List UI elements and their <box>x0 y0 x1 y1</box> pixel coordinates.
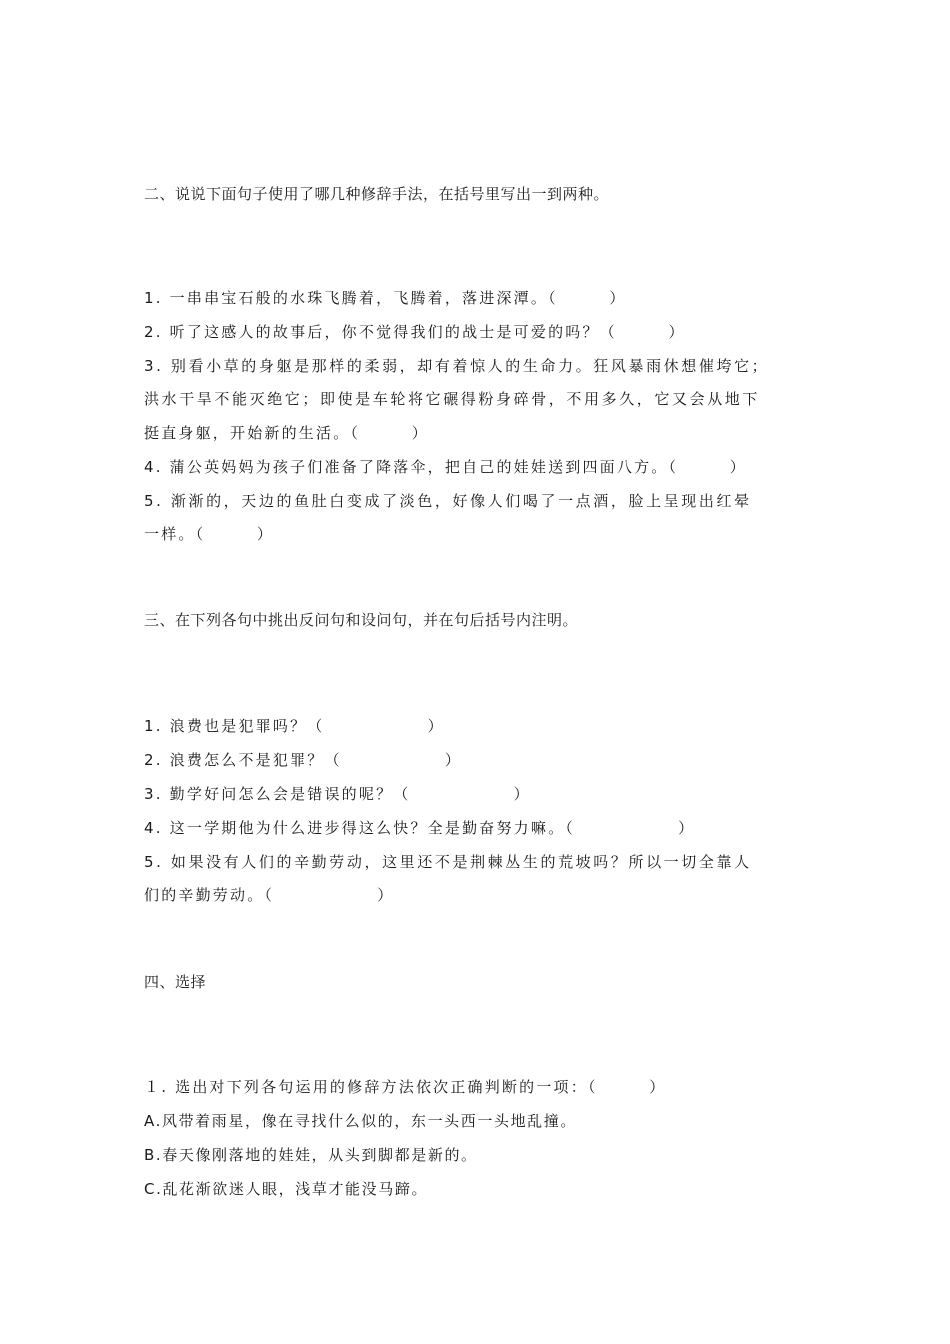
section-3-line-1: 1. 浪费也是犯罪吗？（ ） <box>144 717 445 735</box>
section-3-line-3: 3. 勤学好问怎么会是错误的呢？（ ） <box>144 785 531 803</box>
section-2-line-2: 2. 听了这感人的故事后，你不觉得我们的战士是可爱的吗？（ ） <box>144 323 686 341</box>
section-2-line-4: 洪水干旱不能灭绝它；即使是车轮将它碾得粉身碎骨，不用多久，它又会从地下 <box>144 390 761 408</box>
section-2-line-6: 4. 蒲公英妈妈为孩子们准备了降落伞，把自己的娃娃送到四面八方。（ ） <box>144 458 747 476</box>
section-4-question-1: １. 选出对下列各句运用的修辞方法依次正确判断的一项：（ ） <box>144 1078 667 1096</box>
section-3-line-5: 5. 如果没有人们的辛勤劳动，这里还不是荆棘丛生的荒坡吗？所以一切全靠人 <box>144 853 752 871</box>
section-2-line-5: 挺直身躯，开始新的生活。（ ） <box>144 424 429 442</box>
section-2-line-3: 3. 别看小草的身躯是那样的柔弱，却有着惊人的生命力。狂风暴雨休想催垮它； <box>144 357 770 375</box>
section-2-line-7: 5. 渐渐的，天边的鱼肚白变成了淡色，好像人们喝了一点酒，脸上呈现出红晕 <box>144 492 752 510</box>
section-2-line-8: 一样。（ ） <box>144 525 275 543</box>
section-4-option-b: B.春天像刚落地的娃娃，从头到脚都是新的。 <box>144 1146 478 1164</box>
section-4-title: 四、选择 <box>144 973 207 991</box>
section-2-line-1: 1. 一串串宝石般的水珠飞腾着，飞腾着，落进深潭。（ ） <box>144 289 627 307</box>
section-4-option-a: A.风带着雨星，像在寻找什么似的，东一头西一头地乱撞。 <box>144 1112 577 1130</box>
section-3-line-4: 4. 这一学期他为什么进步得这么快？全是勤奋努力嘛。（ ） <box>144 819 696 837</box>
section-2-title: 二、说说下面句子使用了哪几种修辞手法，在括号里写出一到两种。 <box>144 185 610 203</box>
section-3-line-2: 2. 浪费怎么不是犯罪？（ ） <box>144 751 463 769</box>
section-3-title: 三、在下列各句中挑出反问句和设问句，并在句后括号内注明。 <box>144 611 579 629</box>
section-3-line-6: 们的辛勤劳动。（ ） <box>144 886 395 904</box>
section-4-option-c: C.乱花渐欲迷人眼，浅草才能没马蹄。 <box>144 1180 429 1198</box>
